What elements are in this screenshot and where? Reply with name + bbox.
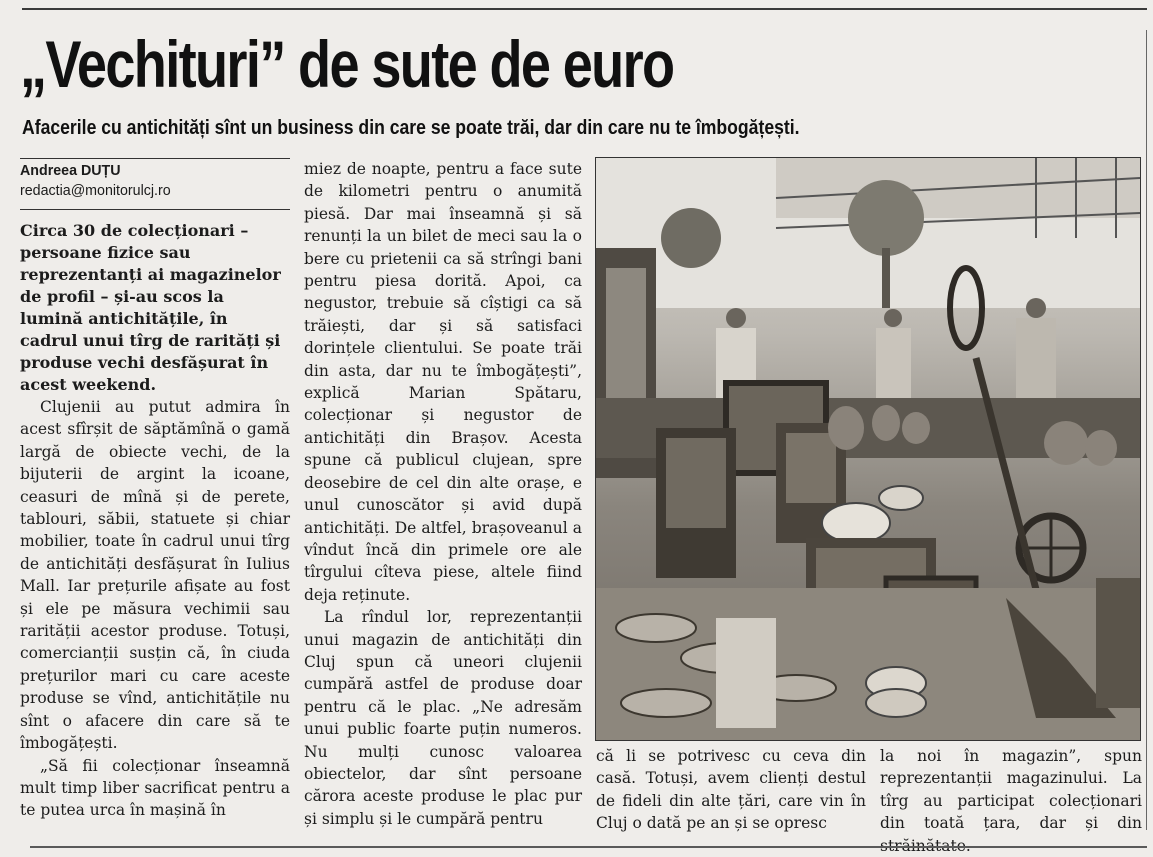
headline: „Vechituri” de sute de euro	[20, 27, 674, 101]
body-paragraph: Clujenii au putut admira în acest sfîrșit de săptămînă o gamă largă de obiecte vechi, de la bijuterii de argint la icoane, ceasuri de mînă și de perete, tablouri, săbii, statuete și chiar mobilier, toate în cadrul unui tîrg de antichități desfășurat în Iulius Mall. Iar prețurile afișate au fost și ele pe măsura vechimii sau rarității acestor produse. Totuși, comercianții susțin că, în ciuda prețurilor mari cu care aceste produse se vînd, antichitățile nu sînt o afacere din care să te îmbogățești.	[20, 398, 290, 753]
byline-separator	[20, 209, 290, 210]
article-photo	[595, 157, 1141, 741]
body-paragraph: la noi în magazin”, spun reprezentanții magazinului. La tîrg au participat colecționari din toată țara, dar și din	[880, 747, 1142, 833]
body-paragraph: La rîndul lor, reprezentanții unui magazin de antichități din Cluj spun că uneori clujenii cumpără astfel de produse doar pentru că le plac. „Ne adresăm unui public foarte puțin numeros. Nu mulți cunosc valoarea obiectelor, dar sînt persoane cărora aceste produse le plac pur și simplu și le cumpără pentru	[304, 608, 582, 828]
body-paragraph: „Să fii colecționar înseamnă mult timp liber sacrificat pentru a te putea urca în mașină în	[20, 756, 290, 820]
column-2	[304, 158, 582, 842]
lead-paragraph: Circa 30 de colecționari – persoane fizice sau reprezentanți ai magazinelor de profil – și-au scos la lumină antichitățile, în cadrul unui tîrg de rarități și produse vechi desfășurat în acest weekend.	[20, 221, 281, 394]
body-paragraph: că li se potrivesc cu ceva din casă. Totuși, avem clienți destul de fideli din alte țări, care vin în Cluj o dată pe an și se opresc	[596, 747, 866, 833]
author-email: redactia@monitorulcj.ro	[20, 182, 171, 199]
column-divider-right	[1146, 30, 1147, 830]
author-name: Andreea DUȚU	[20, 162, 121, 179]
byline-rule	[20, 158, 290, 159]
column-4	[880, 745, 1142, 839]
column-1	[20, 158, 290, 842]
column-3	[596, 745, 866, 839]
subheadline: Afacerile cu antichități sînt un business din care se poate trăi, dar din care nu te îmbogățești.	[22, 117, 800, 139]
antique-fair-photo	[596, 158, 1140, 740]
bottom-rule	[30, 846, 1147, 848]
body-paragraph: miez de noapte, pentru a face sute de kilometri pentru o anumită piesă. Dar mai înseamnă și să renunți la un bilet de meci sau la o bere cu prietenii ca să strîngi bani pentru piesa dorită. Apoi, ca negustor, trebuie să cîștigi ca să trăiești, dar și să satisfaci dorințele clientului. Se poate trăi din asta, dar nu te îmbogățești”, explică Marian Spătaru, colecționar și negustor de antichități din Brașov. Acesta spune că publicul clujean, spre deosebire de cel din alte orașe, e unul cunoscător și avid după antichități. De altfel, brașoveanul a vîndut încă din primele ore ale tîrgului cîteva piese, altele fiind deja reținute.	[304, 160, 582, 604]
top-rule	[22, 8, 1147, 10]
